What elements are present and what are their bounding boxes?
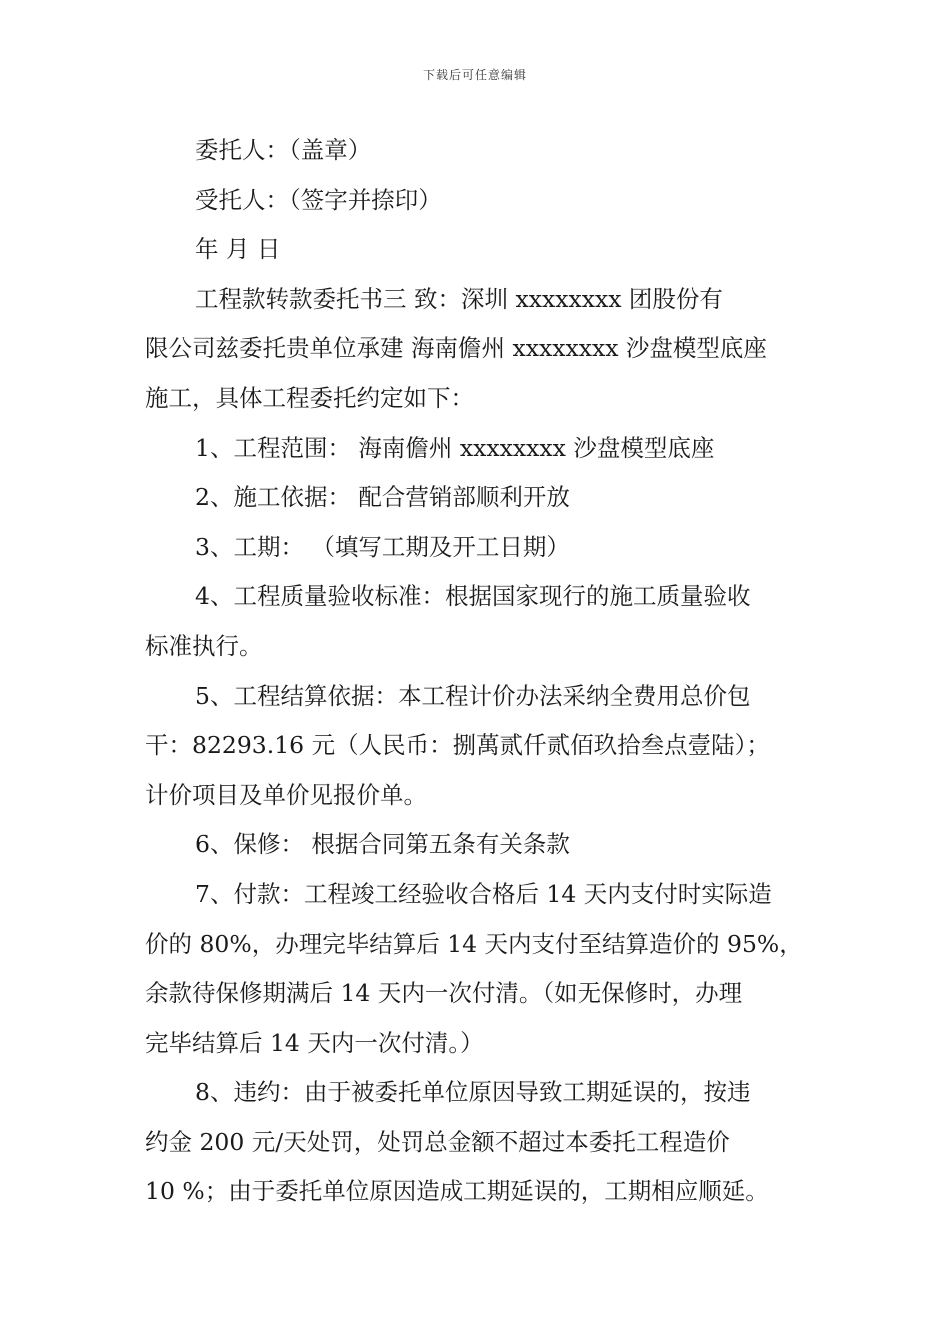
clause-7-continuation: 价的 80%，办理完毕结算后 14 天内支付至结算造价的 95%，	[145, 929, 803, 958]
clause-4-continuation: 标准执行。	[145, 631, 263, 660]
entrusting-party-line: 委托人：（盖章）	[195, 136, 372, 164]
page-header-note: 下载后可任意编辑	[422, 68, 527, 82]
document-body	[145, 126, 813, 1217]
entrusted-party-line: 受托人：（签字并捺印）	[195, 185, 442, 214]
clause-1-line: 1、工程范围： 海南儋州 xxxxxxxx 沙盘模型底座	[195, 433, 715, 462]
clause-3-line: 3、工期： （填写工期及开工日期）	[195, 532, 570, 561]
clause-2-line: 2、施工依据： 配合营销部顺利开放	[195, 483, 570, 512]
clause-7-continuation: 完毕结算后 14 天内一次付清。）	[145, 1028, 484, 1057]
clause-8-continuation: 10 %；由于委托单位原因造成工期延误的，工期相应顺延。	[145, 1177, 769, 1206]
paragraph-line: 施工，具体工程委托约定如下：	[145, 383, 474, 412]
clause-8-continuation: 约金 200 元/天处罚，处罚总金额不超过本委托工程造价	[145, 1127, 730, 1156]
clause-4-line: 4、工程质量验收标准：根据国家现行的施工质量验收	[195, 582, 751, 611]
clause-8-line: 8、违约：由于被委托单位原因导致工期延误的，按违	[195, 1078, 751, 1107]
date-line: 年 月 日	[195, 235, 281, 264]
letter-title-line: 工程款转款委托书三 致：深圳 xxxxxxxx 团股份有	[195, 284, 723, 313]
clause-5-continuation: 干：82293.16 元（人民币：捌萬贰仟贰佰玖拾叁点壹陆）；	[145, 731, 770, 760]
clause-5-continuation: 计价项目及单价见报价单。	[145, 780, 427, 809]
clause-5-line: 5、工程结算依据：本工程计价办法采纳全费用总价包	[195, 681, 751, 710]
clause-7-line: 7、付款：工程竣工经验收合格后 14 天内支付时实际造	[195, 879, 772, 908]
clause-7-continuation: 余款待保修期满后 14 天内一次付清。（如无保修时，办理	[145, 979, 743, 1008]
clause-6-line: 6、保修： 根据合同第五条有关条款	[195, 830, 570, 859]
paragraph-line: 限公司兹委托贵单位承建 海南儋州 xxxxxxxx 沙盘模型底座	[145, 334, 767, 363]
